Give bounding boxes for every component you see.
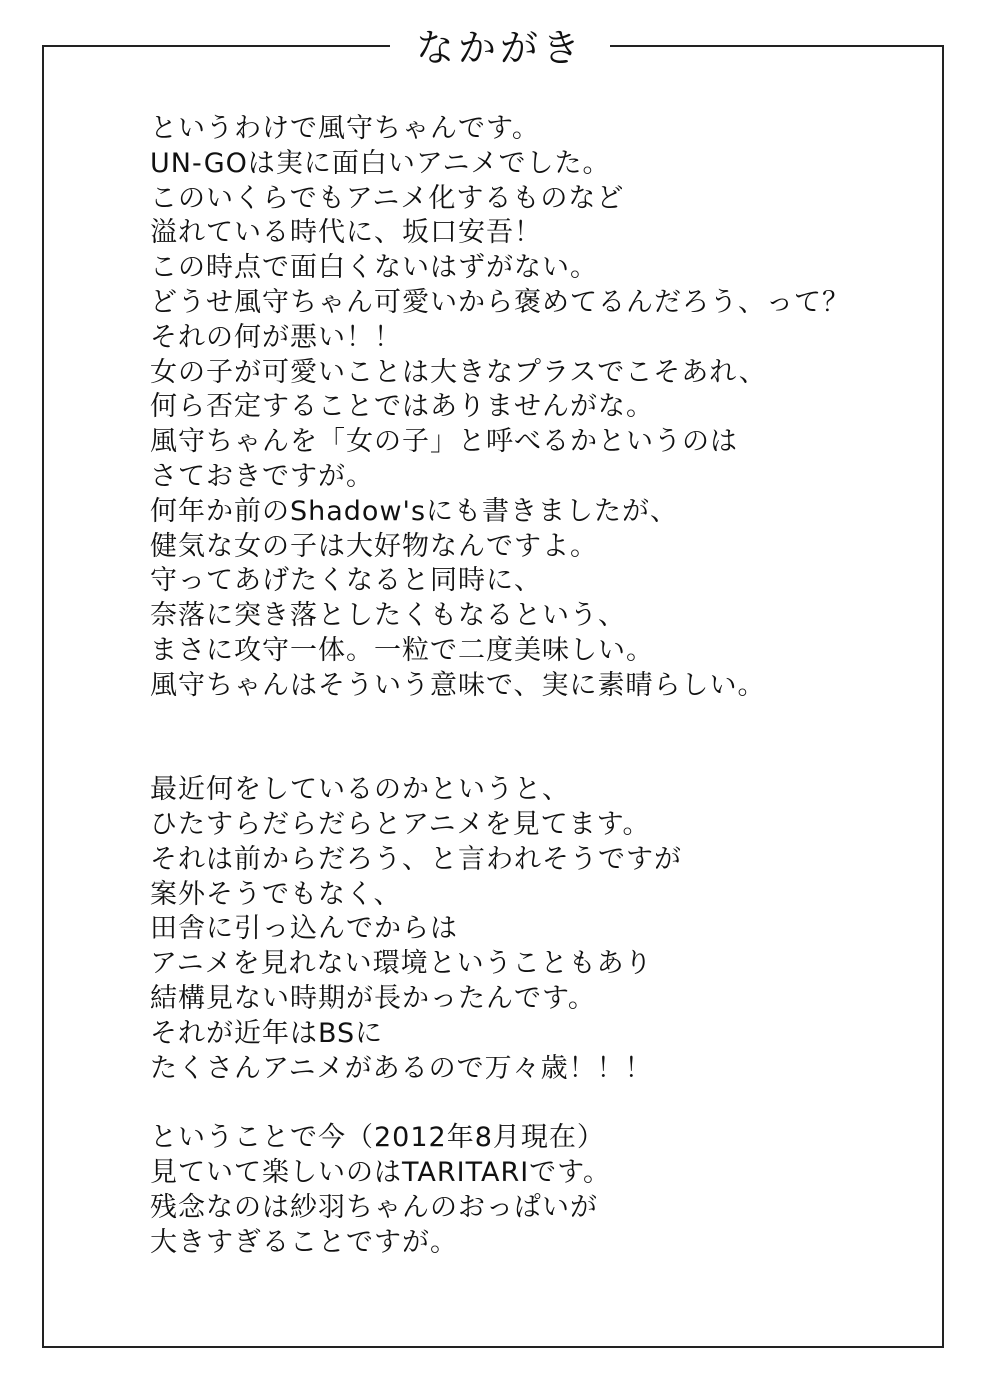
text-line: この時点で面白くないはずがない。: [150, 252, 598, 284]
text-line: 大きすぎることですが。: [150, 1226, 458, 1258]
text-line: 女の子が可愛いことは大きなプラスでこそあれ、: [150, 356, 767, 388]
text-line: 健気な女の子は大好物なんですよ。: [150, 530, 598, 562]
text-line: 風守ちゃんを「女の子」と呼べるかというのは: [150, 426, 738, 458]
paragraph-2: [150, 773, 930, 1086]
text-line: 風守ちゃんはそういう意味で、実に素晴らしい。: [150, 669, 766, 701]
text-line: それが近年はBSに: [150, 1017, 384, 1049]
text-line: それは前からだろう、と言われそうですが: [150, 843, 682, 875]
text-line: 案外そうでもなく、: [150, 878, 402, 910]
paragraph-3: [150, 1121, 930, 1260]
paragraph-1: [150, 112, 930, 704]
text-line: どうせ風守ちゃん可愛いから褒めてるんだろう、って？: [150, 286, 850, 318]
text-line: 残念なのは紗羽ちゃんのおっぱいが: [150, 1191, 598, 1223]
text-line: 結構見ない時期が長かったんです。: [150, 982, 596, 1014]
page-title: なかがき: [390, 20, 610, 76]
text-line: 守ってあげたくなると同時に、: [150, 565, 542, 597]
text-line: というわけで風守ちゃんです。: [150, 113, 540, 144]
text-line: 何ら否定することではありませんがな。: [150, 391, 654, 423]
text-line: 田舎に引っ込んでからは: [150, 913, 458, 945]
paragraph-spacer: [150, 1086, 930, 1121]
text-line: このいくらでもアニメ化するものなど: [150, 182, 625, 214]
text-line: さておきですが。: [150, 460, 374, 492]
text-line: 何年か前のShadow'sにも書きましたが、: [150, 495, 679, 527]
text-line: 見ていて楽しいのはTARITARIです。: [150, 1156, 612, 1188]
text-line: アニメを見れない環境ということもあり: [150, 948, 653, 980]
text-line: たくさんアニメがあるので万々歳！！！: [150, 1052, 653, 1084]
text-line: まさに攻守一体。一粒で二度美味しい。: [150, 634, 654, 666]
text-line: 溢れている時代に、坂口安吾！: [150, 217, 542, 249]
title-container: [0, 20, 1000, 76]
text-line: ひたすらだらだらとアニメを見てます。: [150, 808, 651, 840]
text-line: それの何が悪い！！: [150, 321, 402, 353]
paragraph-spacer: [150, 704, 930, 774]
text-line: 最近何をしているのかというと、: [150, 774, 570, 806]
text-line: ということで今（2012年8月現在）: [150, 1122, 605, 1154]
text-line: 奈落に突き落としたくもなるという、: [150, 600, 626, 632]
afterword-body: [150, 112, 930, 1260]
text-line: UN-GOは実に面白いアニメでした。: [150, 147, 611, 179]
